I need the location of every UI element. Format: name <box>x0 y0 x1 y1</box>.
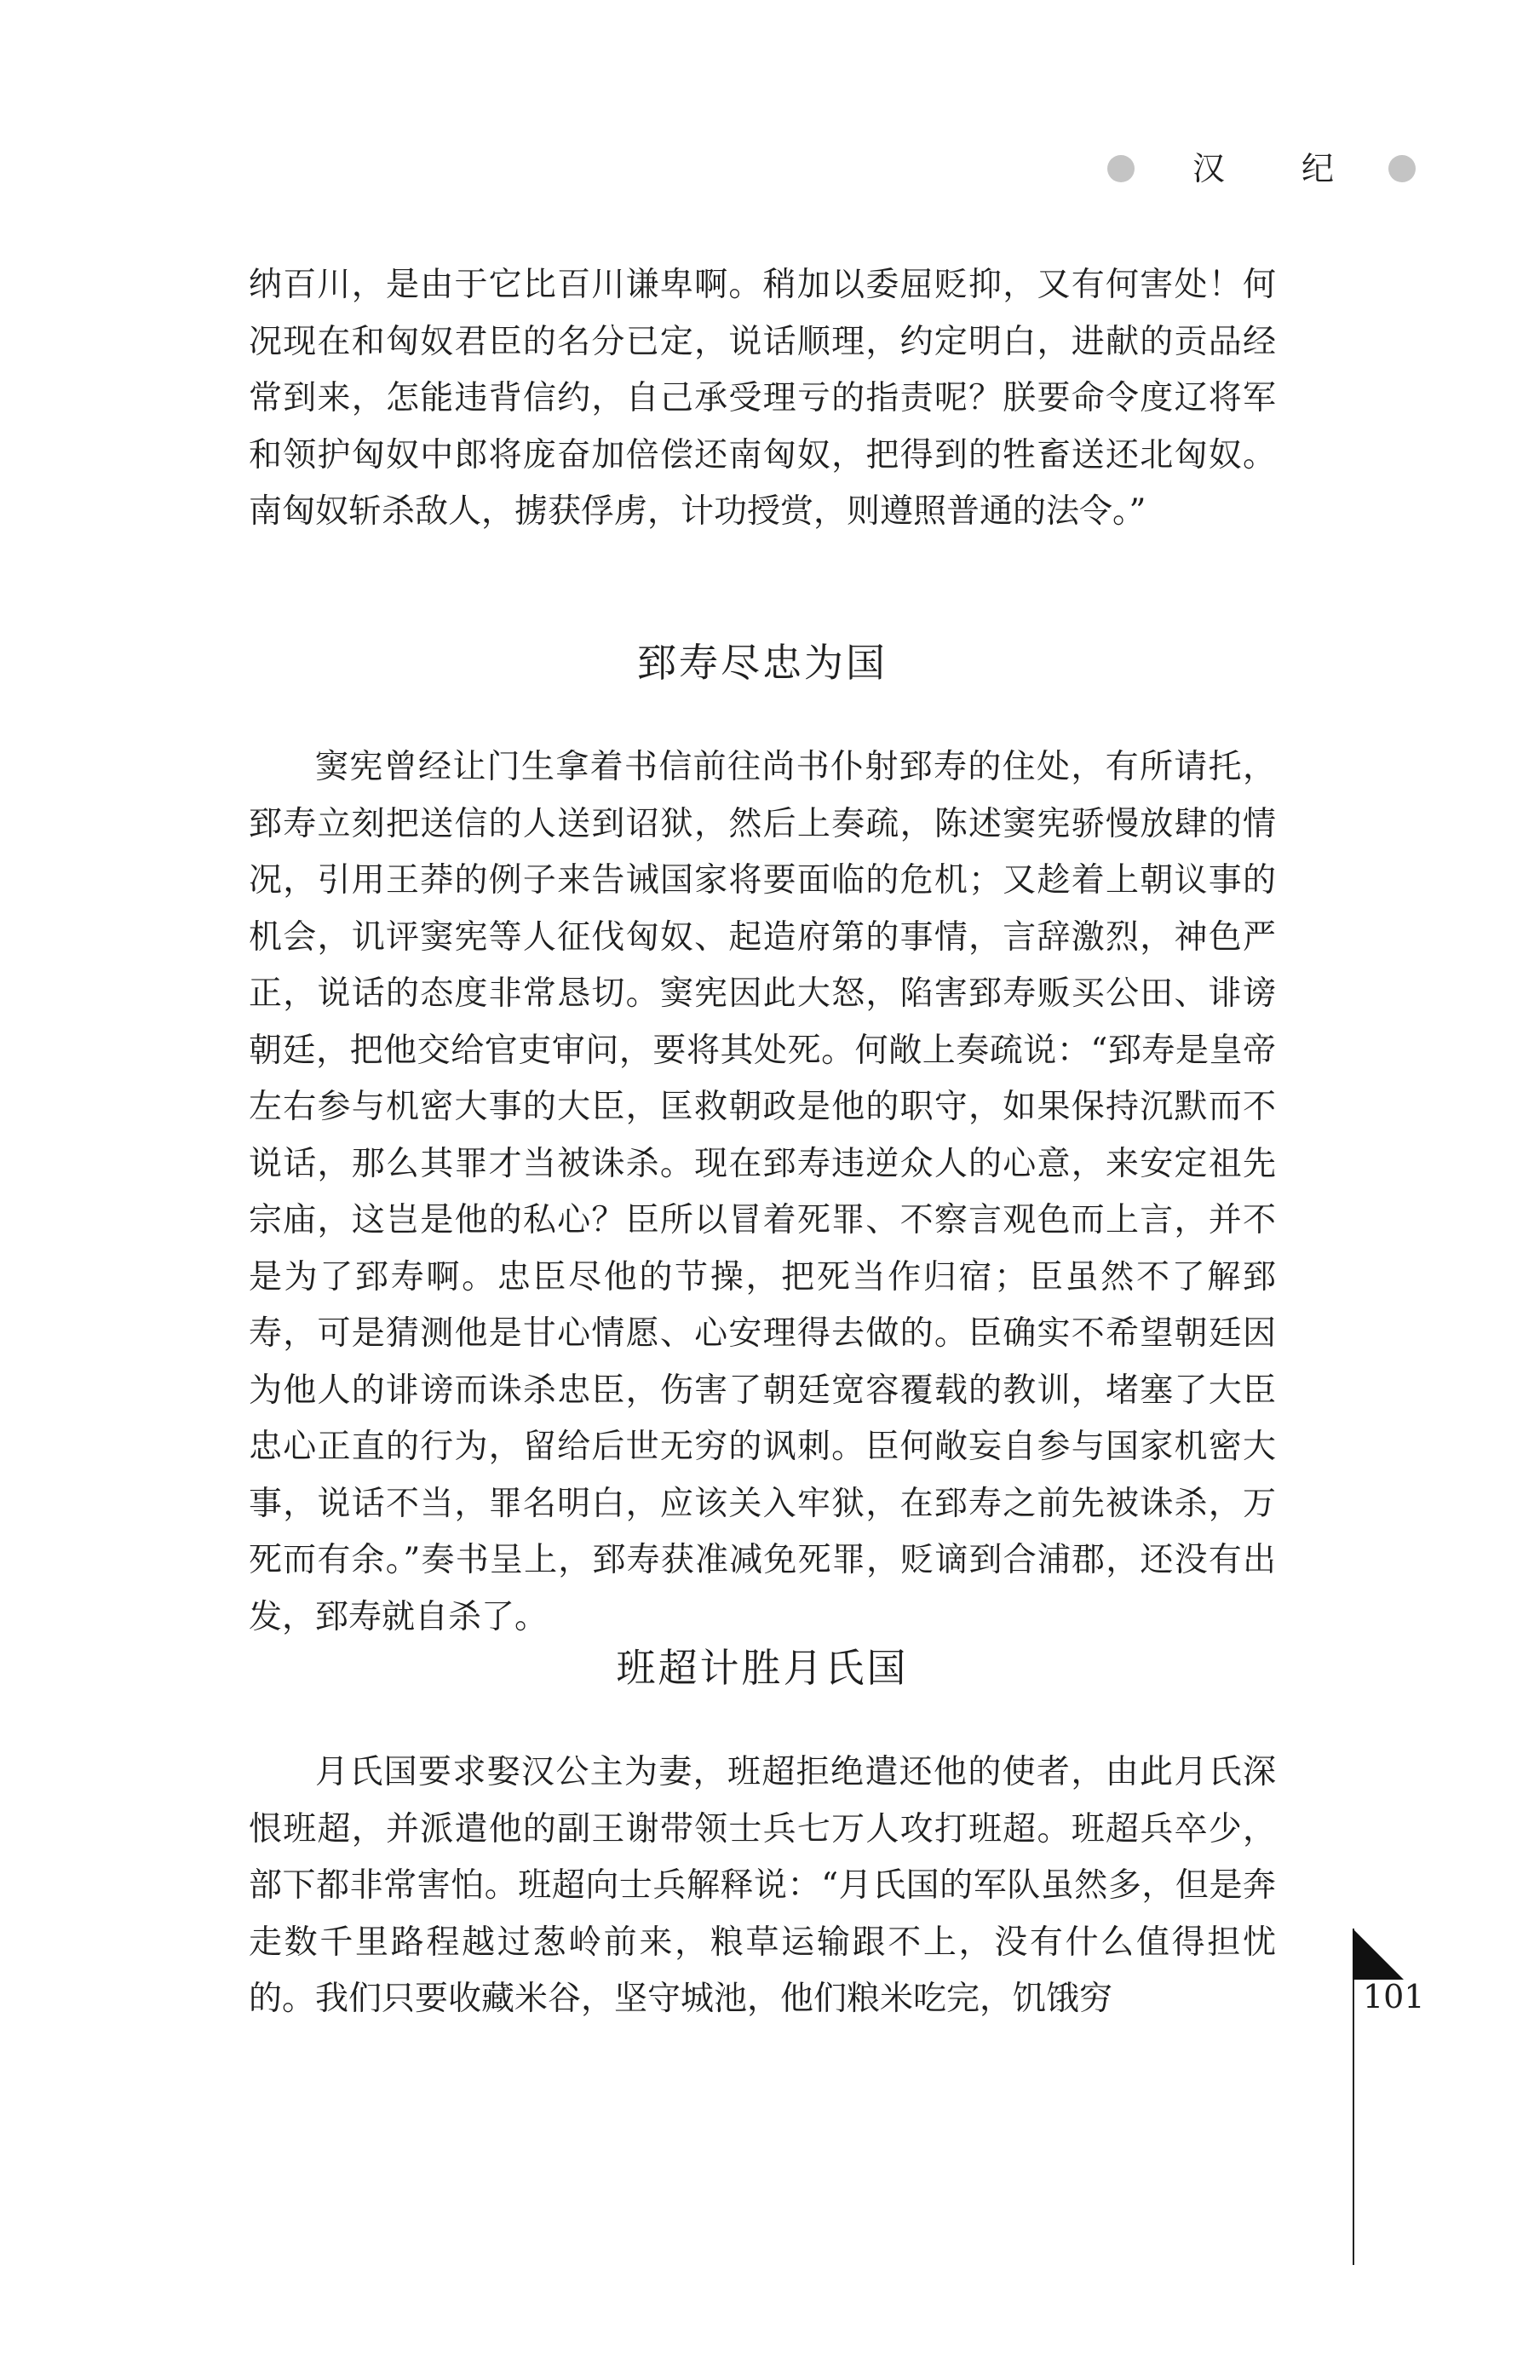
running-header <box>1107 145 1431 196</box>
header-title-char-1: 汉 <box>1192 150 1226 187</box>
paragraph-section-1: 窦宪曾经让门生拿着书信前往尚书仆射郅寿的住处，有所请托，郅寿立刻把送信的人送到诏狱，然后上奏疏，陈述窦宪骄慢放肆的情况，引用王莽的例子来告诫国家将要面临的危机；又趁着上朝议事的机会，讥评窦宪等人征伐匈奴、起造府第的事情，言辞激烈，神色严正，说话的态度非常恳切。窦宪因此大怒，陷害郅寿贩买公田、诽谤朝廷，把他交给官吏审问，要将其处死。何敞上奏疏说：“郅寿是皇帝左右参与机密大事的大臣，匡救朝政是他的职守，如果保持沉默而不说话，那么其罪才当被诛杀。现在郅寿违逆众人的心意，来安定祖先宗庙，这岂是他的私心？臣所以冒着死罪、不察言观色而上言，并不是为了郅寿啊。忠臣尽他的节操，把死当作归宿；臣虽然不了解郅寿，可是猜测他是甘心情愿、心安理得去做的。臣确实不希望朝廷因为他人的诽谤而诛杀忠臣，伤害了朝廷宽容覆载的教训，堵塞了大臣忠心正直的行为，留给后世无穷的讽刺。臣何敞妄自参与国家机密大事，说话不当，罪名明白，应该关入牢狱，在郅寿之前先被诛杀，万死而有余。”奏书呈上，郅寿获准减免死罪，贬谪到合浦郡，还没有出发，郅寿就自杀了。 <box>249 748 1276 1636</box>
page-number: 101 <box>1363 1978 1425 2015</box>
header-dot-left <box>1107 155 1135 182</box>
section-title-2: 班超计胜月氏国 <box>616 1645 909 1691</box>
paragraph-continued: 纳百川，是由于它比百川谦卑啊。稍加以委屈贬抑，又有何害处！何况现在和匈奴君臣的名分已定，说话顺理，约定明白，进献的贡品经常到来，怎能违背信约，自己承受理亏的指责呢？朕要命令度辽将军和领护匈奴中郎将庞奋加倍偿还南匈奴，把得到的牲畜送还北匈奴。南匈奴斩杀敌人，掳获俘虏，计功授赏，则遵照普通的法令。” <box>249 266 1276 531</box>
page-corner-triangle <box>1353 1929 1404 1980</box>
paragraph-section-2: 月氏国要求娶汉公主为妻，班超拒绝遣还他的使者，由此月氏深恨班超，并派遣他的副王谢带领士兵七万人攻打班超。班超兵卒少，部下都非常害怕。班超向士兵解释说：“月氏国的军队虽然多，但是奔走数千里路程越过葱岭前来，粮草运输跟不上，没有什么值得担忧的。我们只要收藏米谷，坚守城池，他们粮米吃完，饥饿穷 <box>249 1753 1276 2018</box>
section-title-1: 郅寿尽忠为国 <box>637 640 888 686</box>
header-dot-right <box>1388 155 1416 182</box>
header-title-char-2: 纪 <box>1302 150 1335 187</box>
